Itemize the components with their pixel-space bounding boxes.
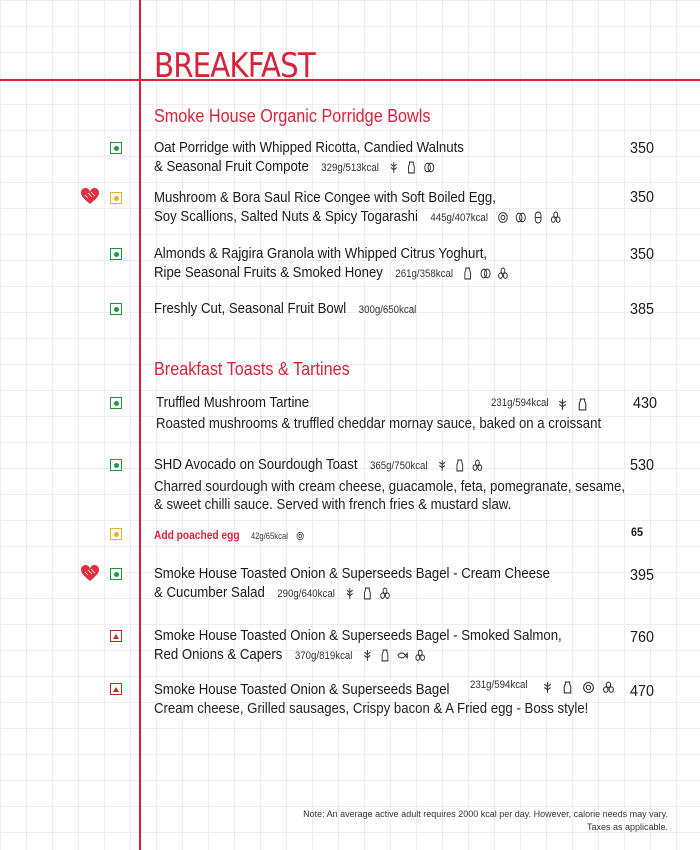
veg-icon — [110, 248, 122, 260]
nonveg-icon — [110, 630, 122, 642]
veg-icon — [110, 303, 122, 315]
allergen-icons — [296, 526, 307, 545]
favorite-heart-icon — [80, 188, 100, 205]
nuts-icon — [423, 161, 434, 174]
item-weight-calories: 290g/640kcal — [277, 588, 335, 600]
footer-note — [303, 808, 668, 834]
addon-name-line — [154, 526, 307, 546]
title-horizontal-rule — [0, 79, 700, 81]
allergen-icons — [541, 679, 618, 697]
veg-icon — [110, 397, 122, 409]
item-weight-calories: 365g/750kcal — [369, 460, 428, 472]
item-name-line-2 — [154, 207, 564, 228]
item-price: 395 — [630, 567, 655, 584]
egg-allergen-icon — [296, 531, 305, 541]
egg-icon — [110, 192, 122, 204]
margin-vertical-rule — [139, 0, 141, 850]
dairy-icon — [454, 459, 465, 472]
item-price: 350 — [630, 140, 655, 157]
gluten-icon — [388, 161, 399, 174]
item-description: Roasted mushrooms & truffled cheddar mornay sauce, baked on a croissant — [156, 415, 602, 432]
veg-icon — [110, 142, 122, 154]
item-name-line-2 — [154, 157, 437, 178]
item-name-line: Oat Porridge with Whipped Ricotta, Candied Walnuts — [154, 139, 464, 156]
dairy-icon — [576, 398, 589, 411]
addon-price: 65 — [631, 525, 644, 539]
page-title: BREAKFAST — [154, 46, 315, 86]
item-name-line-2 — [154, 263, 512, 284]
section-title-porridge: Smoke House Organic Porridge Bowls — [154, 106, 431, 126]
gluten-icon — [556, 398, 569, 411]
tax-note: Taxes as applicable. — [586, 822, 668, 832]
gluten-icon — [344, 587, 355, 600]
item-description: Charred sourdough with cream cheese, guacamole, feta, pomegranate, sesame, — [154, 478, 626, 495]
item-name-line: Smoke House Toasted Onion & Superseeds Bagel - Smoked Salmon, — [154, 627, 562, 644]
item-name-line — [154, 455, 486, 476]
item-name-text: Soy Scallions, Salted Nuts & Spicy Togarashi — [154, 208, 418, 225]
gluten-icon — [541, 681, 554, 694]
item-name-line: Almonds & Rajgira Granola with Whipped Citrus Yoghurt, — [154, 245, 488, 262]
sesame-icon — [472, 459, 483, 472]
item-name-line — [154, 299, 416, 320]
egg-allergen-icon — [582, 681, 595, 694]
addon-name: Add poached egg — [154, 528, 240, 542]
dairy-icon — [362, 587, 373, 600]
allergen-icons — [437, 456, 487, 475]
item-name-text: Freshly Cut, Seasonal Fruit Bowl — [154, 300, 347, 317]
item-name-line: Truffled Mushroom Tartine — [156, 394, 310, 411]
item-weight-calories: 370g/819kcal — [294, 650, 353, 662]
item-name-text: & Cucumber Salad — [154, 584, 265, 601]
item-name-line-2 — [154, 583, 393, 604]
item-description-line-2: & sweet chilli sauce. Served with french fries & mustard slaw. — [154, 496, 512, 513]
section-title-toasts: Breakfast Toasts & Tartines — [154, 359, 350, 379]
item-price: 430 — [633, 395, 658, 412]
nonveg-icon — [110, 683, 122, 695]
item-name-line: Smoke House Toasted Onion & Superseeds Bagel - Cream Cheese — [154, 565, 550, 582]
item-name-text: Ripe Seasonal Fruits & Smoked Honey — [154, 264, 383, 281]
allergen-icons — [388, 158, 438, 177]
nuts-icon — [480, 267, 491, 280]
item-weight-calories: 261g/358kcal — [395, 268, 453, 280]
addon-weight-calories: 42g/65kcal — [250, 531, 288, 541]
item-price: 385 — [630, 301, 655, 318]
dairy-icon — [462, 267, 473, 280]
item-name-line: Smoke House Toasted Onion & Superseeds Bagel — [154, 681, 450, 698]
item-name-text: Red Onions & Capers — [154, 646, 283, 663]
item-weight-calories: 445g/407kcal — [430, 212, 488, 224]
veg-icon — [110, 459, 122, 471]
item-weight-calories: 300g/650kcal — [358, 304, 417, 316]
sesame-icon — [602, 681, 615, 694]
allergen-icons — [497, 208, 564, 227]
fish-icon — [397, 649, 408, 662]
sesame-icon — [497, 267, 508, 280]
gluten-icon — [361, 649, 372, 662]
allergen-icons — [462, 264, 512, 283]
item-price: 350 — [630, 246, 655, 263]
soy-icon — [532, 211, 543, 224]
allergen-icons — [344, 584, 394, 603]
item-description: Cream cheese, Grilled sausages, Crispy bacon & A Fried egg - Boss style! — [154, 700, 589, 717]
sesame-icon — [550, 211, 561, 224]
favorite-heart-icon — [80, 565, 100, 582]
item-name-text: & Seasonal Fruit Compote — [154, 158, 309, 175]
item-weight-calories: 329g/513kcal — [321, 162, 379, 174]
item-name-line: Mushroom & Bora Saul Rice Congee with Soft Boiled Egg, — [154, 189, 496, 206]
sesame-icon — [415, 649, 426, 662]
nuts-icon — [515, 211, 526, 224]
gluten-icon — [437, 459, 448, 472]
dairy-icon — [561, 681, 574, 694]
allergen-icons — [556, 396, 592, 414]
dairy-icon — [379, 649, 390, 662]
egg-icon — [110, 528, 122, 540]
item-name-text: SHD Avocado on Sourdough Toast — [154, 456, 358, 473]
allergen-icons — [361, 646, 428, 665]
sesame-icon — [379, 587, 390, 600]
item-price: 350 — [630, 189, 655, 206]
veg-icon — [110, 568, 122, 580]
item-weight-calories: 231g/594kcal — [491, 397, 549, 409]
egg-allergen-icon — [497, 211, 508, 224]
item-price: 760 — [630, 629, 655, 646]
item-weight-calories: 231g/594kcal — [470, 679, 528, 691]
item-price: 530 — [630, 457, 655, 474]
calorie-note: Note: An average active adult requires 2000 kcal per day. However, calorie needs may vary. — [303, 809, 668, 819]
item-name-line-2 — [154, 645, 429, 666]
item-price: 470 — [630, 683, 655, 700]
dairy-icon — [406, 161, 417, 174]
